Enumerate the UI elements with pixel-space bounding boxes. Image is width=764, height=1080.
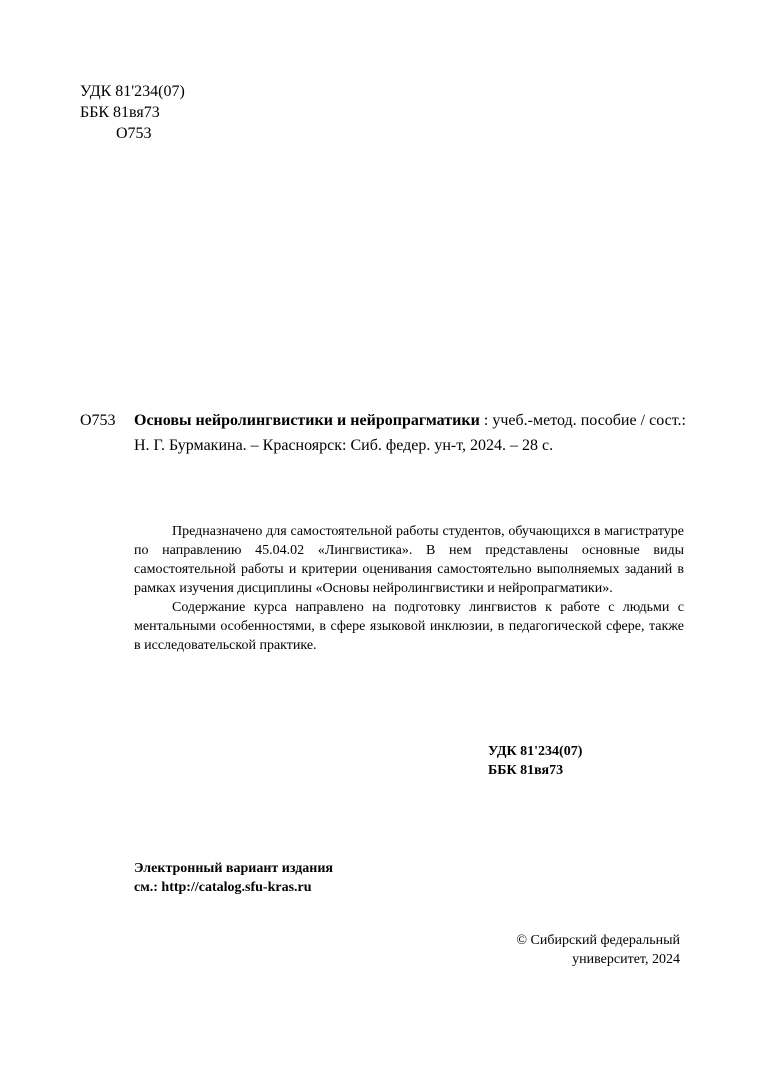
bibliographic-entry (134, 408, 686, 458)
electronic-version-label: Электронный вариант издания (134, 861, 333, 876)
author-mark: О753 (116, 125, 152, 142)
bbk-code: ББК 81вя73 (80, 104, 160, 121)
bibliographic-details: : учеб.-метод. пособие / сост.: Н. Г. Бурмакина. – Красноярск: Сиб. федер. ун-т, 2024. – 28 с. (134, 412, 686, 454)
bibliographic-record (80, 408, 686, 458)
electronic-version-note (134, 859, 333, 897)
classification-codes-top (80, 81, 185, 144)
bibliographic-code: О753 (80, 412, 116, 429)
udk-code: УДК 81'234(07) (488, 744, 583, 759)
copyright-line: университет, 2024 (572, 952, 680, 967)
annotation-paragraph: Содержание курса направлено на подготовку лингвистов к работе с людьми с ментальными особенностями, в сфере языковой инклюзии, в педагогической сфере, также в исследовательской практике. (134, 600, 684, 653)
catalog-link: см.: http://catalog.sfu-kras.ru (134, 880, 312, 895)
udk-code: УДК 81'234(07) (80, 83, 185, 100)
book-title: Основы нейролингвистики и нейропрагматики (134, 412, 480, 429)
annotation-paragraph: Предназначено для самостоятельной работы студентов, обучающихся в магистратуре по направлению 45.04.02 «Лингвистика». В нем представлены основные виды самостоятельной работы и критерии оценивания самостоятельно выполняемых заданий в рамках изучения дисциплины «Основы нейролингвистики и нейропрагматики». (134, 524, 684, 596)
copyright-notice (516, 931, 680, 969)
classification-codes-bottom (488, 742, 582, 780)
bbk-code: ББК 81вя73 (488, 763, 564, 778)
annotation (134, 522, 684, 655)
copyright-line: © Сибирский федеральный (516, 933, 680, 948)
